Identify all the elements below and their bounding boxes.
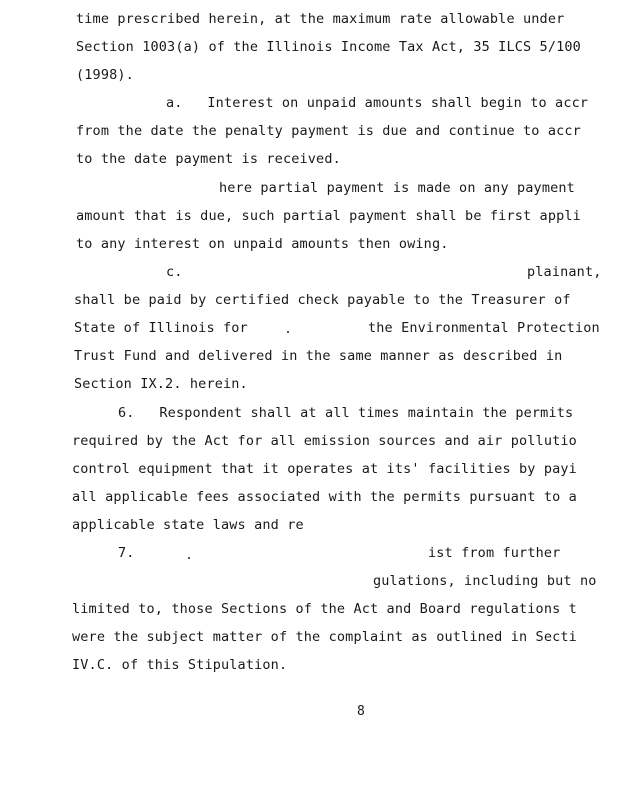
text-line: ist from further xyxy=(428,545,561,561)
text-line: to any interest on unpaid amounts then owing. xyxy=(76,236,449,252)
text-line: control equipment that it operates at its' facilities by payi xyxy=(72,461,577,477)
text-line: Section 1003(a) of the Illinois Income Tax Act, 35 ILCS 5/100 xyxy=(76,39,581,55)
text-line: required by the Act for all emission sources and air pollutio xyxy=(72,433,577,449)
text-line: amount that is due, such partial payment shall be first appli xyxy=(76,208,581,224)
page-number: 8 xyxy=(357,704,365,719)
text-line: IV.C. of this Stipulation. xyxy=(72,657,288,673)
text-line: from the date the penalty payment is due and continue to accr xyxy=(76,123,581,139)
text-line: 7. xyxy=(118,545,135,561)
text-line: gulations, including but no xyxy=(373,573,597,589)
text-line: plainant, xyxy=(527,264,602,280)
text-line: (1998). xyxy=(76,67,134,83)
text-line: Trust Fund and delivered in the same manner as described in xyxy=(74,348,563,364)
text-line: here partial payment is made on any payment xyxy=(219,180,575,196)
text-line: the Environmental Protection xyxy=(368,320,600,336)
text-line: were the subject matter of the complaint as outlined in Secti xyxy=(72,629,577,645)
stray-mark xyxy=(188,557,190,559)
text-line: shall be paid by certified check payable to the Treasurer of xyxy=(74,292,571,308)
text-line: applicable state laws and re xyxy=(72,517,304,533)
text-line: limited to, those Sections of the Act and Board regulations t xyxy=(72,601,577,617)
text-line: c. xyxy=(166,264,183,280)
text-line: 6. Respondent shall at all times maintain the permits xyxy=(118,405,574,421)
stray-mark xyxy=(287,331,289,333)
text-line: State of Illinois for xyxy=(74,320,248,336)
text-line: all applicable fees associated with the permits pursuant to a xyxy=(72,489,577,505)
text-line: time prescribed herein, at the maximum rate allowable under xyxy=(76,11,565,27)
text-line: to the date payment is received. xyxy=(76,151,341,167)
text-line: a. Interest on unpaid amounts shall begin to accr xyxy=(166,95,589,111)
text-line: Section IX.2. herein. xyxy=(74,376,248,392)
